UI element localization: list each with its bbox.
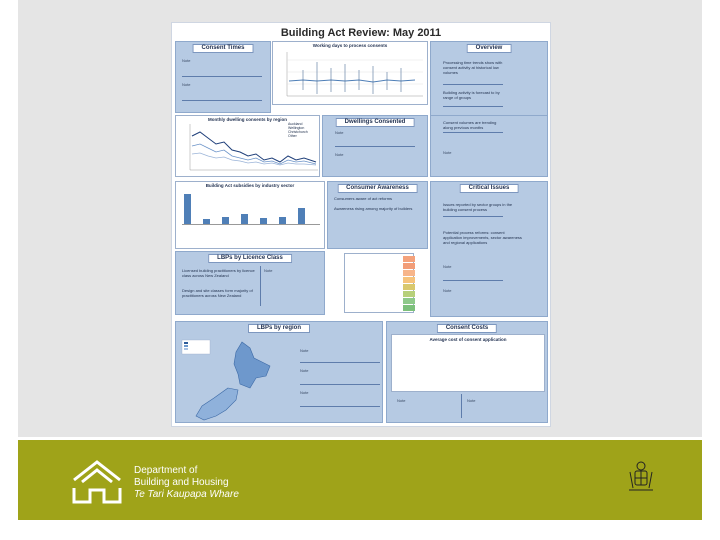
table-row	[345, 305, 413, 311]
table-row	[345, 263, 413, 269]
report-dashboard	[171, 22, 551, 427]
panel-title: Consumer Awareness	[337, 184, 418, 193]
chart-monthly-dwellings	[175, 115, 320, 177]
bar	[298, 208, 305, 224]
lbp-bullet: Design and site classes form majority of practitioners across New Zealand	[182, 288, 253, 298]
panel-title: Consent Times	[193, 44, 254, 53]
note: Note	[335, 130, 344, 135]
legend-item: Christchurch	[288, 130, 308, 134]
table-row	[345, 277, 413, 283]
divider	[443, 216, 503, 217]
house-logo-icon	[70, 458, 124, 504]
divider	[300, 384, 380, 385]
panel-title: Critical Issues	[460, 184, 519, 193]
divider	[182, 100, 262, 101]
chart-title: Building Act subsidies by industry sector	[205, 183, 295, 188]
note: Note	[443, 288, 452, 293]
colour-cell	[403, 270, 415, 276]
note: Note	[182, 82, 191, 87]
note: Note	[182, 58, 191, 63]
note: Note	[264, 268, 273, 273]
critical-bullet: Potential process reforms: consent application improvements, sector awareness and regional applications	[443, 230, 522, 245]
lbp-bullet: Licensed building practitioners by licence class across New Zealand	[182, 268, 255, 278]
divider	[443, 132, 503, 133]
x-axis	[182, 224, 320, 225]
divider	[300, 362, 380, 363]
report-title: Building Act Review: May 2011	[280, 27, 442, 39]
panel-title: LBPs by region	[248, 324, 310, 333]
colour-cell	[403, 277, 415, 283]
panel-critical-issues	[430, 181, 548, 317]
bar	[279, 217, 286, 225]
dept-maori-name: Te Tari Kaupapa Whare	[134, 489, 239, 500]
legend-item: Other	[288, 134, 297, 138]
panel-lbps-class	[175, 251, 325, 315]
note: Note	[300, 368, 309, 373]
divider	[335, 146, 415, 147]
panel-consumer-awareness	[327, 181, 428, 249]
colour-cell	[403, 298, 415, 304]
bar	[184, 194, 191, 224]
chart-working-days	[272, 41, 428, 105]
divider	[443, 106, 503, 107]
panel-lbps-region	[175, 321, 383, 423]
consumer-bullet: Consumers aware of act reforms	[334, 196, 393, 201]
panel-dwellings	[322, 115, 428, 177]
coat-of-arms-icon	[624, 460, 658, 494]
table-row	[345, 291, 413, 297]
trend-bullet: Consent volumes are trending along previous months	[443, 120, 497, 130]
chart-title: Working days to process consents	[312, 43, 388, 48]
line-chart-svg	[273, 42, 429, 106]
critical-bullet: Issues reported by sector groups in the building consent process	[443, 202, 513, 212]
divider	[443, 84, 503, 85]
note: Note	[335, 152, 344, 157]
chart-title: Monthly dwelling consents by region	[207, 117, 287, 122]
legend-item: Auckland	[288, 122, 303, 126]
panel-title: Dwellings Consented	[336, 118, 415, 127]
table-row	[345, 270, 413, 276]
divider	[300, 406, 380, 407]
bar	[241, 214, 248, 224]
chart-legend	[288, 122, 308, 138]
dept-line: Department of	[134, 465, 198, 476]
divider	[260, 266, 261, 306]
panel-consent-times	[175, 41, 271, 113]
table-row	[345, 298, 413, 304]
panel-title: Overview	[467, 44, 512, 53]
note: Note	[300, 390, 309, 395]
consumer-bullet: Awareness rising among majority of builders	[334, 206, 413, 211]
nz-map	[180, 336, 290, 422]
note: Note	[300, 348, 309, 353]
colour-cell	[403, 291, 415, 297]
colour-cell	[403, 284, 415, 290]
legend-item: Wellington	[288, 126, 305, 130]
table-row	[345, 256, 413, 262]
panel-consent-costs	[386, 321, 548, 423]
note: Note	[443, 264, 452, 269]
colour-cell	[403, 256, 415, 262]
overview-bullet: Processing time trends show with consent activity at historical low volumes	[443, 60, 503, 75]
divider	[461, 394, 462, 418]
divider	[182, 76, 262, 77]
department-name	[134, 465, 239, 501]
cost-chart	[391, 334, 545, 392]
divider	[443, 280, 503, 281]
colour-cell	[403, 305, 415, 311]
chart-lbp-subsector	[175, 181, 325, 249]
note: Note	[397, 398, 406, 403]
bar	[222, 217, 229, 225]
overview-bullet: Building activity is forecast to by range of groups	[443, 90, 500, 100]
dept-line: Building and Housing	[134, 477, 229, 488]
colour-cell	[403, 263, 415, 269]
note: Note	[467, 398, 476, 403]
chart-title: Average cost of consent application	[429, 337, 507, 342]
note: Note	[443, 150, 452, 155]
table-row	[345, 284, 413, 290]
panel-title: Consent Costs	[437, 324, 497, 333]
panel-consent-trend	[430, 115, 548, 177]
panel-title: LBPs by Licence Class	[208, 254, 292, 263]
lbp-colour-table	[344, 253, 414, 313]
